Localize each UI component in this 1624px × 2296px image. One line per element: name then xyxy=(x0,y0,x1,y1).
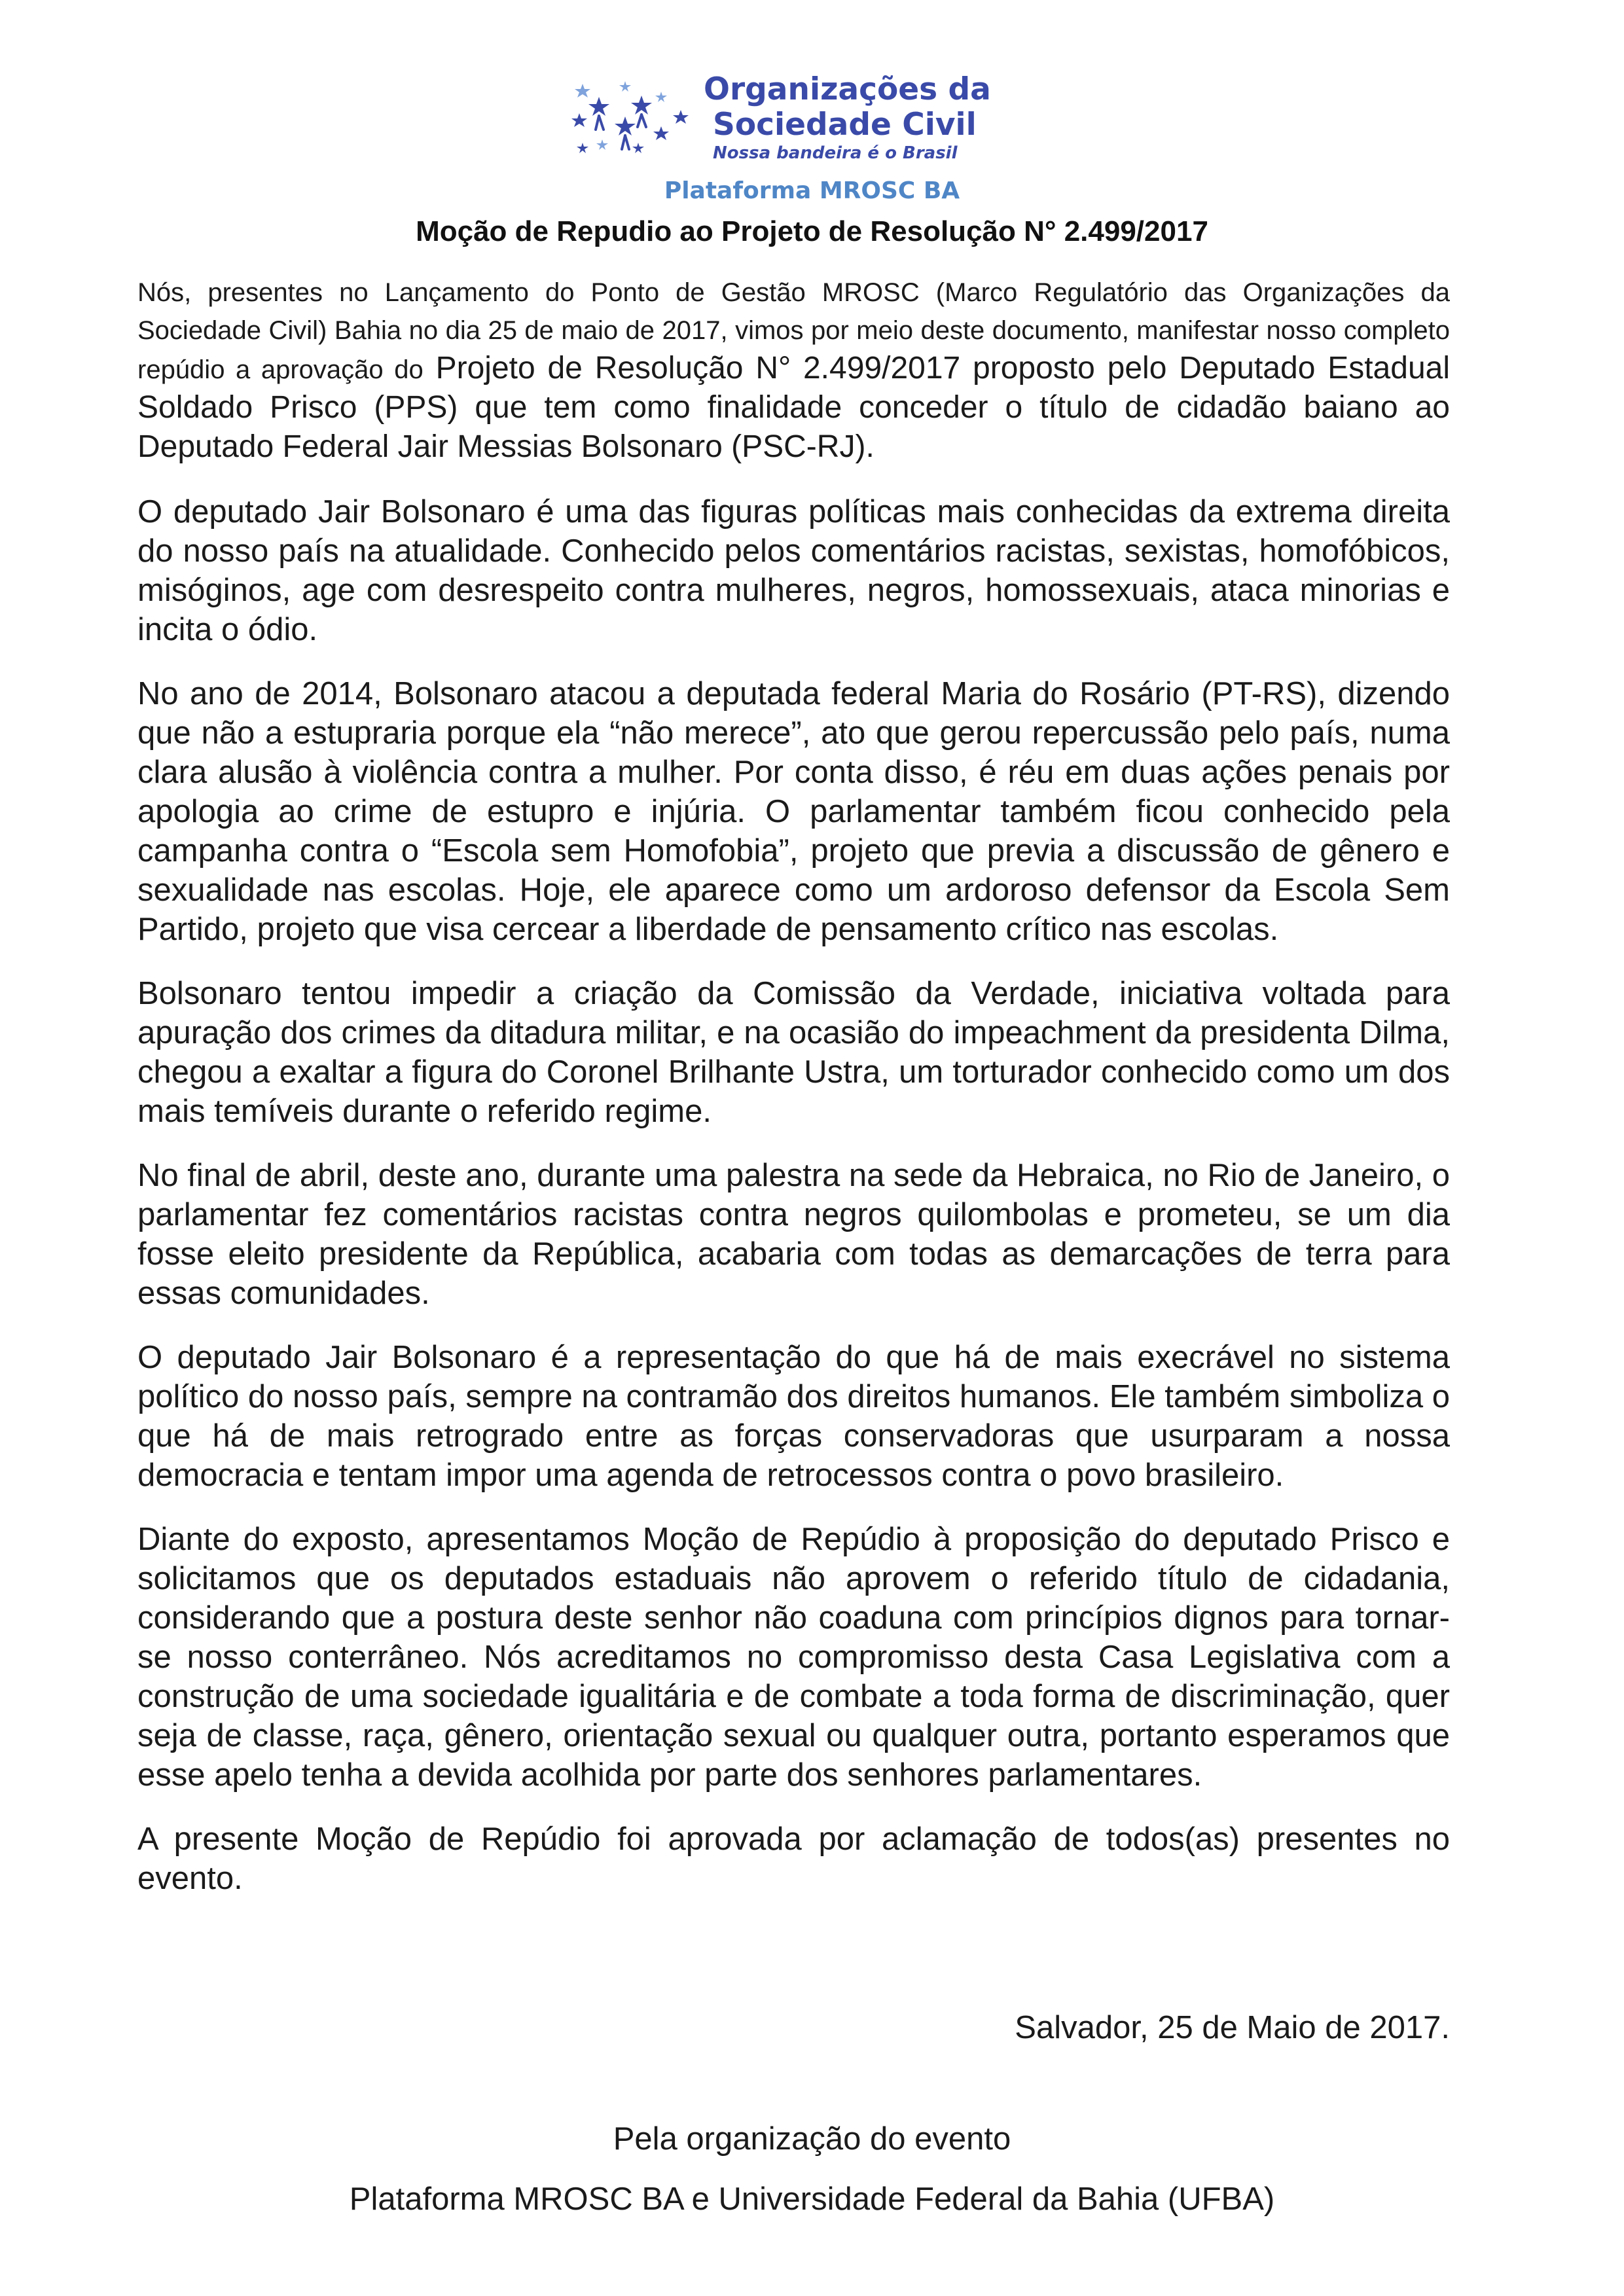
paragraph-1-part-2: Projeto de Resolução N° 2.499/2017 proposto pelo Deputado Estadual Soldado Prisco (PPS) que tem como finalidade conceder o título de cidadão baiano ao Deputado Federal Jair Messias Bolsonaro (PSC-RJ). xyxy=(137,351,1451,464)
logo-tagline: Nossa bandeira é o Brasil xyxy=(713,143,958,163)
document-title: Moção de Repudio ao Projeto de Resolução N° 2.499/2017 xyxy=(416,215,1208,247)
paragraph-3: No ano de 2014, Bolsonaro atacou a deputada federal Maria do Rosário (PT-RS), dizendo que não a estupraria porque ela “não merece”, ato que gerou repercussão pelo país, numa clara alusão à violência contra a mulher. Por conta disso, é réu em duas ações penais por apologia ao crime de estupro e injúria. O parlamentar também ficou conhecido pela campanha contra o “Escola sem Homofobia”, projeto que previa a discussão de gênero e sexualidade nas escolas. Hoje, ele aparece como um ardoroso defensor da Escola Sem Partido, projeto que visa cercear a liberdade de pensamento crítico nas escolas. xyxy=(137,676,1450,947)
paragraph-8: A presente Moção de Repúdio foi aprovada por aclamação de todos(as) presentes no evento. xyxy=(137,1821,1450,1896)
platform-title: Plataforma MROSC BA xyxy=(664,177,960,204)
logo-line-2: Sociedade Civil xyxy=(713,107,977,143)
logo-text xyxy=(704,72,1005,164)
signoff-date: Salvador, 25 de Maio de 2017. xyxy=(1015,2010,1450,2045)
organization-logo xyxy=(563,72,995,170)
paragraph-1-part-1: Nós, presentes no Lançamento do Ponto de Gestão MROSC (Marco Regulatório das Organizações da Sociedade Civil) Bahia no dia 25 de maio de 2017, vimos por meio deste documento, manifestar nosso completo repúdio a aprovação do xyxy=(137,278,1450,384)
paragraph-1 xyxy=(137,274,1450,467)
logo-line-1: Organizações da xyxy=(704,71,991,107)
paragraph-6: O deputado Jair Bolsonaro é a representação do que há de mais execrável no sistema político do nosso país, sempre na contramão dos direitos humanos. Ele também simboliza o que há de mais retrogrado entre as forças conservadoras que usurparam a nossa democracia e tentam impor uma agenda de retrocessos contra o povo brasileiro. xyxy=(137,1340,1450,1493)
signoff-organization-label: Pela organização do evento xyxy=(613,2121,1011,2157)
signoff-organizations: Plataforma MROSC BA e Universidade Federal da Bahia (UFBA) xyxy=(349,2181,1275,2217)
document-body xyxy=(137,274,1450,1923)
stars-people-icon xyxy=(563,77,700,162)
paragraph-4: Bolsonaro tentou impedir a criação da Comissão da Verdade, iniciativa voltada para apuração dos crimes da ditadura militar, e na ocasião do impeachment da presidenta Dilma, chegou a exaltar a figura do Coronel Brilhante Ustra, um torturador conhecido como um dos mais temíveis durante o referido regime. xyxy=(137,976,1450,1129)
paragraph-7: Diante do exposto, apresentamos Moção de Repúdio à proposição do deputado Prisco e solicitamos que os deputados estaduais não aprovem o referido título de cidadania, considerando que a postura deste senhor não coaduna com princípios dignos para tornar-se nosso conterrâneo. Nós acreditamos no compromisso desta Casa Legislativa com a construção de uma sociedade igualitária e de combate a toda forma de discriminação, quer seja de classe, raça, gênero, orientação sexual ou qualquer outra, portanto esperamos que esse apelo tenha a devida acolhida por parte dos senhores parlamentares. xyxy=(137,1522,1450,1793)
paragraph-2: O deputado Jair Bolsonaro é uma das figuras políticas mais conhecidas da extrema direita do nosso país na atualidade. Conhecido pelos comentários racistas, sexistas, homofóbicos, misóginos, age com desrespeito contra mulheres, negros, homossexuais, ataca minorias e incita o ódio. xyxy=(137,494,1450,647)
paragraph-5: No final de abril, deste ano, durante uma palestra na sede da Hebraica, no Rio de Janeiro, o parlamentar fez comentários racistas contra negros quilombolas e prometeu, se um dia fosse eleito presidente da República, acabaria com todas as demarcações de terra para essas comunidades. xyxy=(137,1158,1450,1311)
